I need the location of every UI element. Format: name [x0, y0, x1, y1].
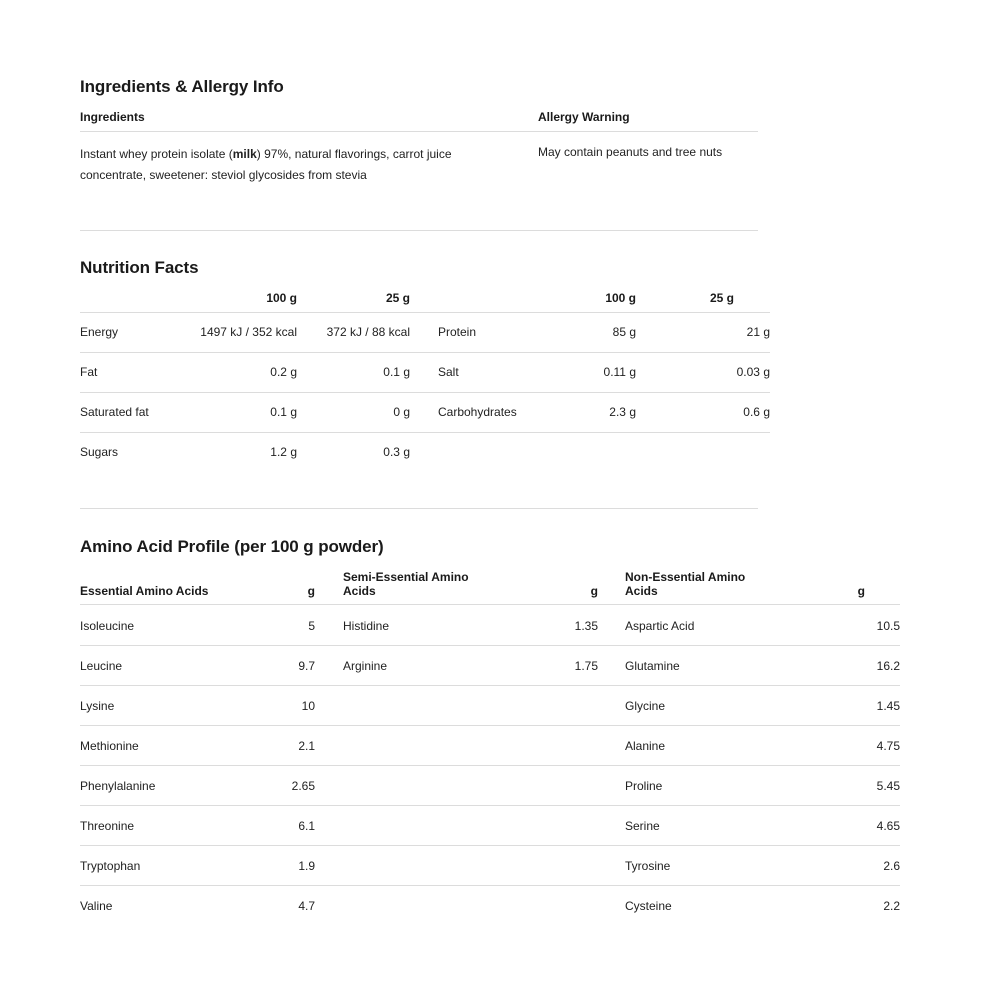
nutrition-row-divider	[80, 352, 770, 353]
section-divider-1	[80, 230, 758, 231]
nutrition-label: Protein	[438, 325, 477, 339]
amino-value: 2.2	[883, 899, 900, 913]
amino-name: Cysteine	[625, 899, 672, 913]
amino-name: Histidine	[343, 619, 390, 633]
amino-value: 4.75	[876, 739, 900, 753]
amino-row-divider	[80, 685, 900, 686]
amino-name: Glutamine	[625, 659, 680, 673]
amino-row-divider	[80, 805, 900, 806]
essential-header: Essential Amino Acids	[80, 584, 209, 598]
amino-value: 5	[308, 619, 315, 633]
amino-row-divider	[80, 845, 900, 846]
amino-value: 16.2	[876, 659, 900, 673]
nutrition-label: Sugars	[80, 445, 119, 459]
amino-name: Aspartic Acid	[625, 619, 695, 633]
amino-name: Methionine	[80, 739, 139, 753]
non-essential-header: Non-Essential Amino Acids	[625, 570, 746, 598]
allergy-header: Allergy Warning	[538, 110, 630, 124]
nutrition-label: Saturated fat	[80, 405, 149, 419]
nutrition-col-25g-left: 25 g	[385, 291, 410, 305]
amino-value: 5.45	[876, 779, 900, 793]
section-divider-2	[80, 508, 758, 509]
nutrition-value: 372 kJ / 88 kcal	[326, 325, 410, 339]
amino-name: Serine	[625, 819, 660, 833]
amino-value: 1.75	[574, 659, 598, 673]
amino-value: 10	[301, 699, 315, 713]
amino-name: Arginine	[343, 659, 388, 673]
nutrition-value: 0.2 g	[270, 365, 297, 379]
nutrition-label: Salt	[438, 365, 459, 379]
amino-value: 2.1	[298, 739, 315, 753]
amino-name: Valine	[80, 899, 113, 913]
amino-name: Phenylalanine	[80, 779, 156, 793]
amino-value: 6.1	[298, 819, 315, 833]
amino-value: 10.5	[876, 619, 900, 633]
nutrition-value: 0.03 g	[736, 365, 770, 379]
amino-name: Tyrosine	[625, 859, 671, 873]
nutrition-col-100g-left: 100 g	[266, 291, 297, 305]
nutrition-value: 0.11 g	[603, 365, 636, 379]
ingredients-title: Ingredients & Allergy Info	[80, 77, 284, 96]
nutrition-value: 0.6 g	[743, 405, 770, 419]
amino-value: 1.45	[876, 699, 900, 713]
amino-name: Leucine	[80, 659, 123, 673]
nutrition-row-divider	[80, 392, 770, 393]
non-essential-unit-header: g	[857, 584, 865, 598]
ingredients-header-divider	[80, 131, 758, 132]
semi-essential-header: Semi-Essential Amino Acids	[343, 570, 469, 598]
nutrition-value: 0 g	[393, 405, 410, 419]
allergy-text: May contain peanuts and tree nuts	[538, 145, 723, 159]
nutrition-row-divider	[80, 432, 770, 433]
essential-unit-header: g	[307, 584, 315, 598]
amino-name: Lysine	[80, 699, 115, 713]
nutrition-value: 1497 kJ / 352 kcal	[200, 325, 297, 339]
nutrition-value: 2.3 g	[609, 405, 636, 419]
amino-name: Proline	[625, 779, 663, 793]
amino-name: Glycine	[625, 699, 666, 713]
amino-value: 1.35	[574, 619, 598, 633]
amino-value: 4.7	[298, 899, 315, 913]
nutrition-col-25g-right: 25 g	[709, 291, 734, 305]
nutrition-value: 0.1 g	[383, 365, 410, 379]
amino-value: 4.65	[876, 819, 900, 833]
amino-header-divider	[80, 604, 900, 605]
nutrition-label: Carbohydrates	[438, 405, 517, 419]
ingredients-header: Ingredients	[80, 110, 145, 124]
amino-row-divider	[80, 765, 900, 766]
nutrition-label: Fat	[80, 365, 98, 379]
nutrition-value: 0.3 g	[383, 445, 410, 459]
amino-name: Threonine	[80, 819, 135, 833]
nutrition-value: 1.2 g	[270, 445, 297, 459]
ingredients-text: Instant whey protein isolate (milk) 97%, natural flavorings, carrot juice concentrate, sweetener: steviol glycosides from stevia	[80, 147, 452, 182]
amino-row-divider	[80, 885, 900, 886]
amino-value: 1.9	[298, 859, 315, 873]
nutrition-value: 85 g	[612, 325, 636, 339]
nutrition-label: Energy	[80, 325, 119, 339]
amino-row-divider	[80, 645, 900, 646]
allergen-milk: milk	[232, 147, 257, 161]
nutrition-title: Nutrition Facts	[80, 258, 199, 277]
semi-essential-unit-header: g	[590, 584, 598, 598]
amino-title: Amino Acid Profile (per 100 g powder)	[80, 537, 384, 556]
amino-name: Alanine	[625, 739, 666, 753]
amino-value: 2.65	[291, 779, 315, 793]
amino-name: Tryptophan	[80, 859, 141, 873]
nutrition-col-100g-right: 100 g	[605, 291, 636, 305]
nutrition-header-divider	[80, 312, 770, 313]
amino-value: 9.7	[298, 659, 315, 673]
amino-row-divider	[80, 725, 900, 726]
nutrition-value: 21 g	[746, 325, 770, 339]
amino-name: Isoleucine	[80, 619, 135, 633]
nutrition-value: 0.1 g	[270, 405, 297, 419]
amino-value: 2.6	[883, 859, 900, 873]
